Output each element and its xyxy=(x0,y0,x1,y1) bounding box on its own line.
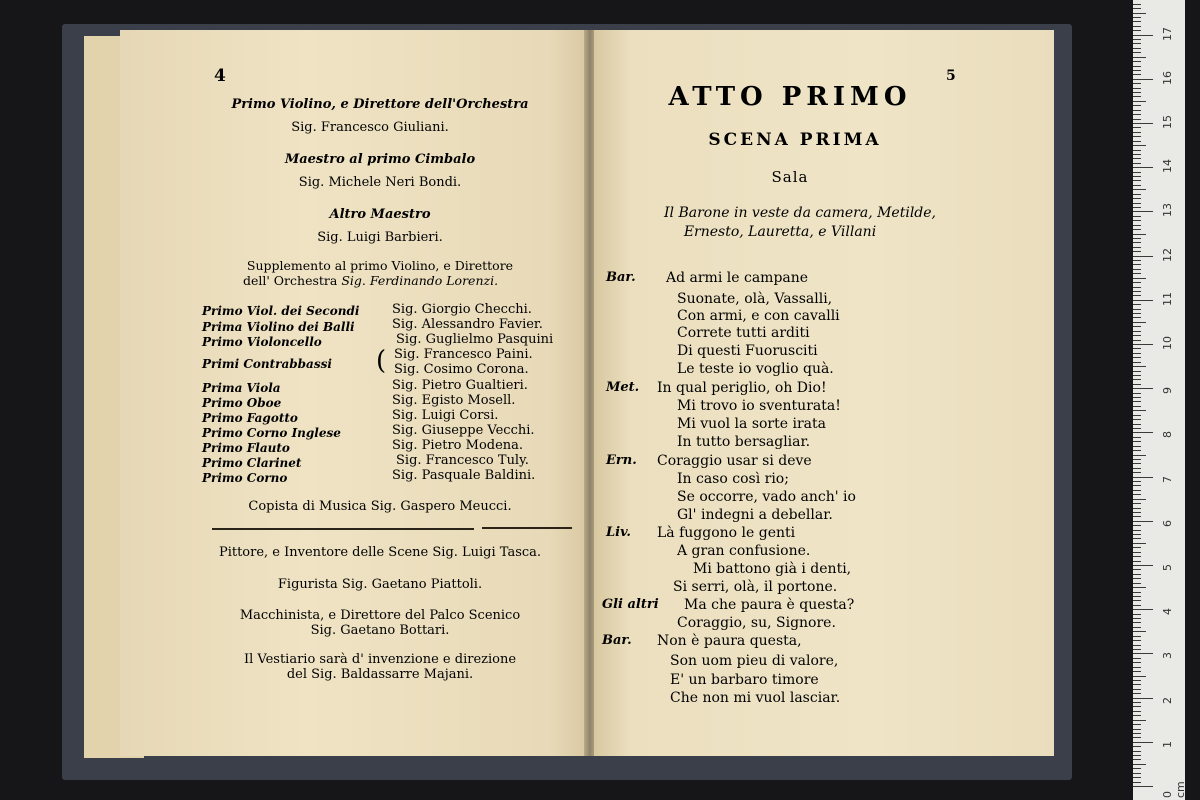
ruler-tick xyxy=(1133,508,1141,509)
ruler-tick xyxy=(1133,264,1141,265)
ruler-tick xyxy=(1133,768,1141,769)
characters-line1: Il Barone in veste da camera, Metilde, xyxy=(664,205,936,221)
ruler-tick xyxy=(1133,724,1141,725)
ruler-tick xyxy=(1133,194,1141,195)
ruler-tick xyxy=(1133,614,1141,615)
ruler-tick xyxy=(1133,481,1141,482)
cimbalo-name: Sig. Michele Neri Bondi. xyxy=(298,175,462,190)
ruler-tick xyxy=(1133,344,1153,345)
measurement-ruler xyxy=(1133,0,1185,800)
role-label: Primo Viol. dei Secondi xyxy=(202,304,360,318)
ruler-tick xyxy=(1133,203,1141,204)
ruler-tick xyxy=(1133,322,1146,323)
ruler-tick xyxy=(1133,653,1153,654)
ruler-tick xyxy=(1133,110,1141,111)
ruler-tick xyxy=(1133,415,1141,416)
altro-title: Altro Maestro xyxy=(329,207,431,222)
figurista-line: Figurista Sig. Gaetano Piattoli. xyxy=(277,577,483,592)
macchinista-line2: Sig. Gaetano Bottari. xyxy=(310,623,450,638)
ruler-tick xyxy=(1133,234,1146,235)
ruler-tick xyxy=(1133,680,1141,681)
dialogue-line: Non è paura questa, xyxy=(657,633,802,649)
ruler-tick xyxy=(1133,410,1146,411)
ruler-tick xyxy=(1133,441,1141,442)
ruler-tick xyxy=(1133,397,1141,398)
act-title: ATTO PRIMO xyxy=(668,82,912,112)
dialogue-line: A gran confusione. xyxy=(677,543,811,559)
dialogue-line: Gl' indegni a debellar. xyxy=(677,507,833,523)
ruler-tick xyxy=(1133,455,1146,456)
ruler-tick xyxy=(1133,26,1141,27)
role-label: Primo Violoncello xyxy=(202,335,322,349)
divider-rule xyxy=(482,527,572,529)
ruler-number: 2 xyxy=(1161,696,1174,704)
ruler-number: 9 xyxy=(1161,387,1174,395)
ruler-tick xyxy=(1133,13,1146,14)
ruler-tick xyxy=(1133,101,1146,102)
ruler-tick xyxy=(1133,702,1141,703)
ruler-tick xyxy=(1133,711,1141,712)
role-label: Prima Violino dei Balli xyxy=(202,320,355,334)
ruler-tick xyxy=(1133,105,1141,106)
ruler-number: 15 xyxy=(1161,115,1174,129)
ruler-tick xyxy=(1133,706,1141,707)
ruler-tick xyxy=(1133,432,1153,433)
ruler-tick xyxy=(1133,463,1141,464)
ruler-tick xyxy=(1133,21,1141,22)
page-number-left: 4 xyxy=(214,66,226,86)
ruler-tick xyxy=(1133,583,1141,584)
role-label: Primo Corno Inglese xyxy=(202,426,341,440)
ruler-tick xyxy=(1133,295,1141,296)
ruler-tick xyxy=(1133,645,1141,646)
ruler-tick xyxy=(1133,552,1141,553)
ruler-tick xyxy=(1133,720,1146,721)
dialogue-line: Di questi Fuorusciti xyxy=(677,343,818,359)
ruler-tick xyxy=(1133,587,1146,588)
ruler-tick xyxy=(1133,282,1141,283)
violino-name: Sig. Francesco Giuliani. xyxy=(291,120,449,135)
ruler-tick xyxy=(1133,180,1141,181)
role-label: Primo Fagotto xyxy=(202,411,298,425)
ruler-tick xyxy=(1133,424,1141,425)
ruler-number: 13 xyxy=(1161,203,1174,218)
ruler-number: 12 xyxy=(1161,247,1174,262)
ruler-tick xyxy=(1133,516,1141,517)
role-label: Prima Viola xyxy=(202,381,281,395)
role-label: Primi Contrabbassi xyxy=(202,357,332,371)
ruler-number: 1 xyxy=(1161,740,1174,748)
ruler-tick xyxy=(1133,384,1141,385)
role-label: Primo Oboe xyxy=(202,396,282,410)
ruler-number: 17 xyxy=(1161,26,1174,41)
ruler-tick xyxy=(1133,57,1146,58)
role-label: Primo Clarinet xyxy=(202,456,302,470)
ruler-number: 4 xyxy=(1161,608,1174,616)
ruler-tick xyxy=(1133,247,1141,248)
ruler-tick xyxy=(1133,273,1141,274)
ruler-tick xyxy=(1133,88,1141,89)
ruler-tick xyxy=(1133,313,1141,314)
role-name: Sig. Francesco Tuly. xyxy=(396,453,529,468)
ruler-tick xyxy=(1133,17,1141,18)
ruler-tick xyxy=(1133,437,1141,438)
role-name: Sig. Pietro Modena. xyxy=(392,438,524,453)
ruler-tick xyxy=(1133,119,1141,120)
dialogue-line: Mi trovo io sventurata! xyxy=(677,398,841,414)
ruler-tick xyxy=(1133,746,1141,747)
ruler-tick xyxy=(1133,477,1153,478)
ruler-tick xyxy=(1133,251,1141,252)
ruler-tick xyxy=(1133,30,1141,31)
supplemento-line1: Supplemento al primo Violino, e Direttore xyxy=(246,258,514,273)
scene-title: SCENA PRIMA xyxy=(708,130,882,150)
ruler-tick xyxy=(1133,278,1146,279)
ruler-tick xyxy=(1133,189,1146,190)
ruler-tick xyxy=(1133,693,1141,694)
ruler-tick xyxy=(1133,287,1141,288)
ruler-tick xyxy=(1133,335,1141,336)
ruler-tick xyxy=(1133,211,1153,212)
ruler-tick xyxy=(1133,379,1141,380)
ruler-tick xyxy=(1133,459,1141,460)
ruler-tick xyxy=(1133,618,1141,619)
ruler-tick xyxy=(1133,4,1141,5)
ruler-tick xyxy=(1133,158,1141,159)
dialogue-line: Mi battono già i denti, xyxy=(693,561,852,577)
divider-rule xyxy=(212,528,474,530)
ruler-tick xyxy=(1133,428,1141,429)
ruler-tick xyxy=(1133,304,1141,305)
dialogue-line: Coraggio, su, Signore. xyxy=(677,615,836,631)
ruler-tick xyxy=(1133,123,1153,124)
ruler-tick xyxy=(1133,592,1141,593)
macchinista-line1: Macchinista, e Direttore del Palco Scenico xyxy=(239,608,521,623)
ruler-tick xyxy=(1133,207,1141,208)
ruler-tick xyxy=(1133,684,1141,685)
ruler-tick xyxy=(1133,503,1141,504)
ruler-tick xyxy=(1133,556,1141,557)
ruler-tick xyxy=(1133,530,1141,531)
ruler-tick xyxy=(1133,340,1141,341)
ruler-tick xyxy=(1133,777,1141,778)
ruler-tick xyxy=(1133,419,1141,420)
ruler-tick xyxy=(1133,622,1141,623)
ruler-tick xyxy=(1133,499,1146,500)
ruler-tick xyxy=(1133,401,1141,402)
ruler-tick xyxy=(1133,446,1141,447)
ruler-tick xyxy=(1133,574,1141,575)
role-name: Sig. Cosimo Corona. xyxy=(394,362,529,377)
ruler-tick xyxy=(1133,154,1141,155)
ruler-tick xyxy=(1133,357,1141,358)
ruler-tick xyxy=(1133,317,1141,318)
ruler-tick xyxy=(1133,667,1141,668)
ruler-tick xyxy=(1133,631,1146,632)
dialogue-line: Son uom pieu di valore, xyxy=(670,653,839,669)
ruler-tick xyxy=(1133,366,1146,367)
ruler-tick xyxy=(1133,43,1141,44)
speaker-label: Bar. xyxy=(606,270,636,285)
ruler-number: 10 xyxy=(1161,336,1174,350)
ruler-tick xyxy=(1133,393,1141,394)
ruler-tick xyxy=(1133,512,1141,513)
ruler-tick xyxy=(1133,348,1141,349)
ruler-unit-label: 0 cm xyxy=(1161,781,1187,798)
role-name: Sig. Egisto Mosell. xyxy=(392,393,516,408)
ruler-tick xyxy=(1133,39,1141,40)
ruler-tick xyxy=(1133,729,1141,730)
ruler-tick xyxy=(1133,35,1153,36)
ruler-number: 11 xyxy=(1161,291,1174,306)
dialogue-line: Là fuggono le genti xyxy=(657,525,796,541)
ruler-tick xyxy=(1133,8,1141,9)
speaker-label: Met. xyxy=(606,380,640,395)
scene-setting: Sala xyxy=(771,168,809,186)
ruler-tick xyxy=(1133,658,1141,659)
role-name: Sig. Luigi Corsi. xyxy=(392,408,499,423)
ruler-tick xyxy=(1133,759,1141,760)
ruler-tick xyxy=(1133,216,1141,217)
dialogue-line: Ma che paura è questa? xyxy=(684,597,855,613)
ruler-tick xyxy=(1133,185,1141,186)
ruler-tick xyxy=(1133,468,1141,469)
dialogue-line: In qual periglio, oh Dio! xyxy=(657,380,827,396)
ruler-number: 5 xyxy=(1161,564,1174,571)
role-label: Primo Flauto xyxy=(202,441,290,455)
ruler-tick xyxy=(1133,671,1141,672)
ruler-tick xyxy=(1133,609,1153,610)
dialogue-line: Mi vuol la sorte irata xyxy=(677,416,826,432)
ruler-tick xyxy=(1133,136,1141,137)
ruler-tick xyxy=(1133,547,1141,548)
ruler-tick xyxy=(1133,52,1141,53)
ruler-tick xyxy=(1133,150,1141,151)
ruler-tick xyxy=(1133,353,1141,354)
speaker-label: Gli altri xyxy=(602,597,659,612)
violino-title: Primo Violino, e Direttore dell'Orchestra xyxy=(231,97,529,112)
ruler-tick xyxy=(1133,578,1141,579)
ruler-tick xyxy=(1133,331,1141,332)
pittore-line: Pittore, e Inventore delle Scene Sig. Luigi Tasca. xyxy=(218,545,542,560)
ruler-tick xyxy=(1133,605,1141,606)
ruler-tick xyxy=(1133,662,1141,663)
ruler-tick xyxy=(1133,291,1141,292)
role-name: Sig. Giuseppe Vecchi. xyxy=(392,423,535,438)
ruler-tick xyxy=(1133,490,1141,491)
dialogue-line: Le teste io voglio quà. xyxy=(677,361,834,377)
ruler-tick xyxy=(1133,269,1141,270)
ruler-tick xyxy=(1133,782,1141,783)
ruler-tick xyxy=(1133,96,1141,97)
ruler-tick xyxy=(1133,362,1141,363)
role-name: Sig. Francesco Paini. xyxy=(394,347,533,362)
ruler-tick xyxy=(1133,114,1141,115)
ruler-tick xyxy=(1133,406,1141,407)
ruler-tick xyxy=(1133,163,1141,164)
ruler-tick xyxy=(1133,485,1141,486)
ruler-tick xyxy=(1133,127,1141,128)
dialogue-line: Coraggio usar si deve xyxy=(657,453,812,469)
ruler-tick xyxy=(1133,649,1141,650)
ruler-tick xyxy=(1133,74,1141,75)
ruler-tick xyxy=(1133,737,1141,738)
ruler-tick xyxy=(1133,48,1141,49)
characters-line2: Ernesto, Lauretta, e Villani xyxy=(683,224,877,240)
ruler-tick xyxy=(1133,543,1146,544)
dialogue-line: In tutto bersagliar. xyxy=(677,434,811,450)
dialogue-line: Se occorre, vado anch' io xyxy=(677,489,856,505)
ruler-number: 16 xyxy=(1161,70,1174,85)
ruler-tick xyxy=(1133,698,1153,699)
dialogue-line: Che non mi vuol lasciar. xyxy=(670,690,841,706)
ruler-tick xyxy=(1133,375,1141,376)
dialogue-line: Correte tutti arditi xyxy=(677,325,810,341)
ruler-tick xyxy=(1133,534,1141,535)
ruler-tick xyxy=(1133,260,1141,261)
vestiario-line2: del Sig. Baldassarre Majani. xyxy=(286,667,474,682)
ruler-tick xyxy=(1133,172,1141,173)
ruler-number: 8 xyxy=(1161,431,1174,439)
ruler-tick xyxy=(1133,755,1141,756)
ruler-tick xyxy=(1133,450,1141,451)
ruler-tick xyxy=(1133,256,1153,257)
ruler-tick xyxy=(1133,92,1141,93)
ruler-tick xyxy=(1133,764,1146,765)
ruler-tick xyxy=(1133,742,1153,743)
ruler-tick xyxy=(1133,300,1153,301)
ruler-tick xyxy=(1133,70,1141,71)
ruler-tick xyxy=(1133,220,1141,221)
ruler-tick xyxy=(1133,569,1141,570)
role-name: Sig. Pietro Gualtieri. xyxy=(392,378,528,393)
ruler-tick xyxy=(1133,66,1141,67)
ruler-tick xyxy=(1133,132,1141,133)
brace: ( xyxy=(376,346,387,376)
ruler-tick xyxy=(1133,786,1153,787)
role-name: Sig. Giorgio Checchi. xyxy=(392,302,532,317)
ruler-tick xyxy=(1133,733,1141,734)
ruler-tick xyxy=(1133,141,1141,142)
ruler-number: 3 xyxy=(1161,652,1174,660)
speaker-label: Bar. xyxy=(602,633,632,648)
dialogue-line: In caso così rio; xyxy=(677,471,789,487)
dialogue-line: Con armi, e con cavalli xyxy=(677,308,840,324)
ruler-tick xyxy=(1133,640,1141,641)
ruler-tick xyxy=(1133,773,1141,774)
ruler-tick xyxy=(1133,371,1141,372)
ruler-number: 14 xyxy=(1161,159,1174,174)
ruler-tick xyxy=(1133,600,1141,601)
left-page xyxy=(120,30,586,756)
ruler-tick xyxy=(1133,676,1146,677)
role-name: Sig. Pasquale Baldini. xyxy=(392,468,536,483)
ruler-tick xyxy=(1133,225,1141,226)
role-name: Sig. Alessandro Favier. xyxy=(392,317,543,332)
ruler-tick xyxy=(1133,326,1141,327)
supplemento-line2: dell' Orchestra Sig. Ferdinando Lorenzi. xyxy=(243,273,499,288)
dialogue-line: Ad armi le campane xyxy=(666,270,809,286)
ruler-tick xyxy=(1133,79,1153,80)
cimbalo-title: Maestro al primo Cimbalo xyxy=(284,152,476,167)
ruler-tick xyxy=(1133,238,1141,239)
ruler-tick xyxy=(1133,538,1141,539)
speaker-label: Ern. xyxy=(606,453,637,468)
ruler-tick xyxy=(1133,561,1141,562)
ruler-tick xyxy=(1133,525,1141,526)
ruler-tick xyxy=(1133,167,1153,168)
ruler-tick xyxy=(1133,242,1141,243)
dialogue-line: E' un barbaro timore xyxy=(670,672,819,688)
ruler-tick xyxy=(1133,689,1141,690)
ruler-tick xyxy=(1133,229,1141,230)
dialogue-line: Suonate, olà, Vassalli, xyxy=(677,291,833,307)
ruler-tick xyxy=(1133,83,1141,84)
altro-name: Sig. Luigi Barbieri. xyxy=(317,230,443,245)
ruler-number: 6 xyxy=(1161,519,1174,527)
ruler-tick xyxy=(1133,636,1141,637)
ruler-tick xyxy=(1133,494,1141,495)
ruler-tick xyxy=(1133,472,1141,473)
ruler-tick xyxy=(1133,176,1141,177)
role-label: Primo Corno xyxy=(202,471,288,485)
ruler-number: 7 xyxy=(1161,475,1174,483)
ruler-tick xyxy=(1133,565,1153,566)
ruler-tick xyxy=(1133,596,1141,597)
ruler-tick xyxy=(1133,309,1141,310)
role-name: Sig. Guglielmo Pasquini xyxy=(396,332,554,347)
speaker-label: Liv. xyxy=(606,525,631,540)
ruler-tick xyxy=(1133,715,1141,716)
ruler-tick xyxy=(1133,521,1153,522)
ruler-tick xyxy=(1133,61,1141,62)
ruler-tick xyxy=(1133,388,1153,389)
vestiario-line1: Il Vestiario sarà d' invenzione e direzione xyxy=(243,652,517,667)
ruler-tick xyxy=(1133,751,1141,752)
ruler-tick xyxy=(1133,627,1141,628)
dialogue-line: Si serri, olà, il portone. xyxy=(673,579,838,595)
page-number-right: 5 xyxy=(946,68,956,84)
ruler-tick xyxy=(1133,145,1146,146)
copista-line: Copista di Musica Sig. Gaspero Meucci. xyxy=(248,499,512,514)
ruler-tick xyxy=(1133,198,1141,199)
